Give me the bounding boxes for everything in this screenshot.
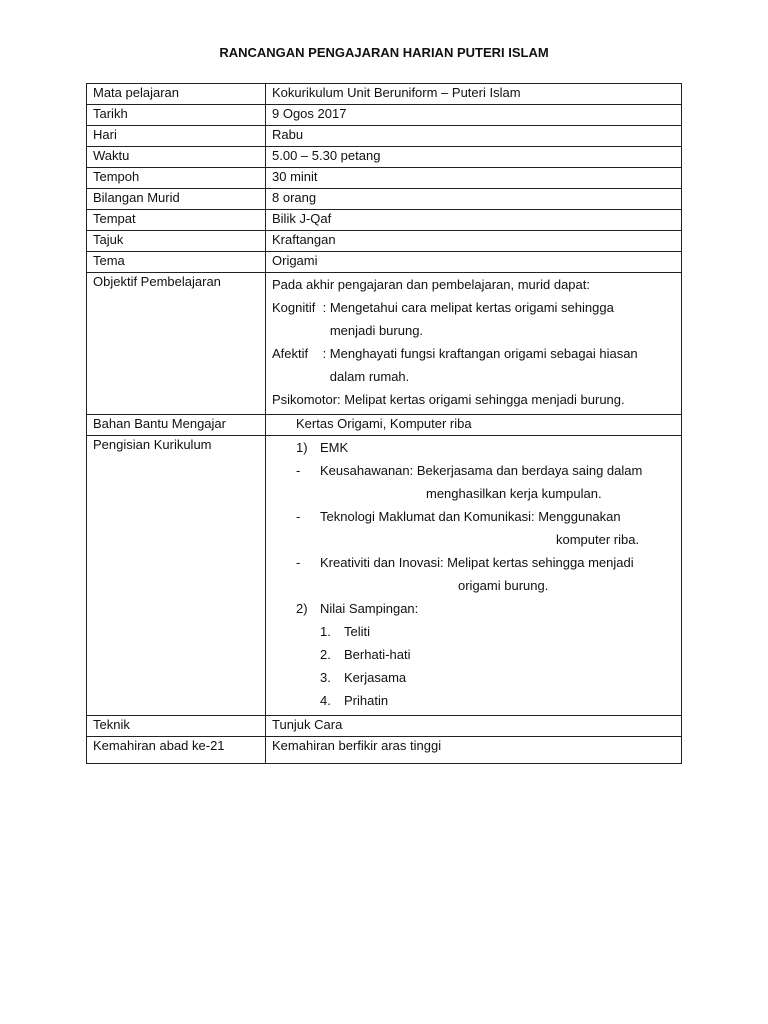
pengisian-dash-1 — [272, 459, 677, 505]
row-label-tarikh: Tarikh — [87, 105, 266, 126]
kognitif-line-2: menjadi burung. — [329, 323, 424, 338]
row-label-pengisian: Pengisian Kurikulum — [87, 436, 266, 716]
row-label-bahan: Bahan Bantu Mengajar — [87, 415, 266, 436]
dash-mark: - — [296, 555, 301, 570]
row-value-mata-pelajaran: Kokurikulum Unit Beruniform – Puteri Islam — [266, 84, 682, 105]
table-row — [87, 210, 682, 231]
row-value-tempoh: 30 minit — [266, 168, 682, 189]
kognitif-line-1: Mengetahui cara melipat kertas origami sehingga — [329, 300, 614, 315]
table-row — [87, 231, 682, 252]
table-row — [87, 716, 682, 737]
table-row — [87, 168, 682, 189]
dash-1-line-1: Keusahawanan: Bekerjasama dan berdaya saing dalam — [320, 463, 643, 478]
nilai-text: Berhati-hati — [344, 647, 411, 662]
document-title: RANCANGAN PENGAJARAN HARIAN PUTERI ISLAM — [219, 45, 549, 60]
item-1-text: EMK — [320, 440, 349, 455]
row-value-objektif — [266, 273, 682, 415]
objektif-afektif — [272, 342, 677, 388]
dash-1-text — [320, 459, 677, 505]
row-value-hari: Rabu — [266, 126, 682, 147]
kognitif-text — [330, 296, 677, 342]
row-value-teknik: Tunjuk Cara — [266, 716, 682, 737]
row-label-teknik: Teknik — [87, 716, 266, 737]
row-value-tempat: Bilik J-Qaf — [266, 210, 682, 231]
table-row — [87, 189, 682, 210]
afektif-line-1: Menghayati fungsi kraftangan origami sebagai hiasan — [329, 346, 638, 361]
row-value-tarikh: 9 Ogos 2017 — [266, 105, 682, 126]
dash-3-text — [320, 551, 677, 597]
pengisian-item-2 — [272, 597, 677, 620]
bahan-text: Kertas Origami, Komputer riba — [296, 416, 472, 431]
dash-mark: - — [296, 463, 301, 478]
row-label-hari: Hari — [87, 126, 266, 147]
pengisian-item-1 — [272, 436, 677, 459]
item-2-text: Nilai Sampingan: — [320, 601, 419, 616]
nilai-number: 1. — [320, 624, 331, 639]
nilai-text: Prihatin — [344, 693, 389, 708]
nilai-text: Kerjasama — [344, 670, 407, 685]
afektif-key: Afektif : — [272, 346, 330, 361]
lesson-plan-table — [86, 83, 682, 764]
item-2-number: 2) — [296, 601, 308, 616]
table-row — [87, 147, 682, 168]
table-row — [87, 252, 682, 273]
row-value-tajuk: Kraftangan — [266, 231, 682, 252]
pengisian-dash-3 — [272, 551, 677, 597]
dash-3-line-2: origami burung. — [458, 578, 549, 593]
dash-1-line-2: menghasilkan kerja kumpulan. — [426, 486, 602, 501]
nilai-number: 4. — [320, 693, 331, 708]
afektif-line-2: dalam rumah. — [329, 369, 410, 384]
list-item — [272, 689, 677, 712]
nilai-number: 2. — [320, 647, 331, 662]
table-row — [87, 105, 682, 126]
item-1-number: 1) — [296, 440, 308, 455]
table-row — [87, 126, 682, 147]
nilai-number: 3. — [320, 670, 331, 685]
pengisian-dash-2 — [272, 505, 677, 551]
row-label-tempoh: Tempoh — [87, 168, 266, 189]
dash-2-text — [320, 505, 677, 551]
afektif-text — [330, 342, 677, 388]
objektif-intro: Pada akhir pengajaran dan pembelajaran, murid dapat: — [272, 277, 590, 292]
nilai-text: Teliti — [344, 624, 371, 639]
dash-mark: - — [296, 509, 301, 524]
nilai-list — [272, 620, 677, 712]
list-item — [272, 643, 677, 666]
row-label-tempat: Tempat — [87, 210, 266, 231]
row-label-kemahiran: Kemahiran abad ke-21 — [87, 737, 266, 764]
row-label-tema: Tema — [87, 252, 266, 273]
dash-3-line-1: Kreativiti dan Inovasi: Melipat kertas sehingga menjadi — [320, 555, 634, 570]
row-value-bilangan-murid: 8 orang — [266, 189, 682, 210]
table-row — [87, 273, 682, 415]
table-row — [87, 436, 682, 716]
row-label-objektif: Objektif Pembelajaran — [87, 273, 266, 415]
row-label-mata-pelajaran: Mata pelajaran — [87, 84, 266, 105]
table-row — [87, 84, 682, 105]
row-value-waktu: 5.00 – 5.30 petang — [266, 147, 682, 168]
list-item — [272, 666, 677, 689]
row-value-tema: Origami — [266, 252, 682, 273]
row-label-tajuk: Tajuk — [87, 231, 266, 252]
row-value-kemahiran: Kemahiran berfikir aras tinggi — [266, 737, 682, 764]
objektif-psikomotor: Psikomotor: Melipat kertas origami sehingga menjadi burung. — [272, 392, 625, 407]
dash-2-line-2: komputer riba. — [556, 532, 640, 547]
list-item — [272, 620, 677, 643]
row-label-bilangan-murid: Bilangan Murid — [87, 189, 266, 210]
kognitif-key: Kognitif : — [272, 300, 330, 315]
table-row — [87, 415, 682, 436]
table-row — [87, 737, 682, 764]
dash-2-line-1: Teknologi Maklumat dan Komunikasi: Menggunakan — [320, 509, 621, 524]
objektif-kognitif — [272, 296, 677, 342]
row-value-pengisian — [266, 436, 682, 716]
row-label-waktu: Waktu — [87, 147, 266, 168]
row-value-bahan — [266, 415, 682, 436]
